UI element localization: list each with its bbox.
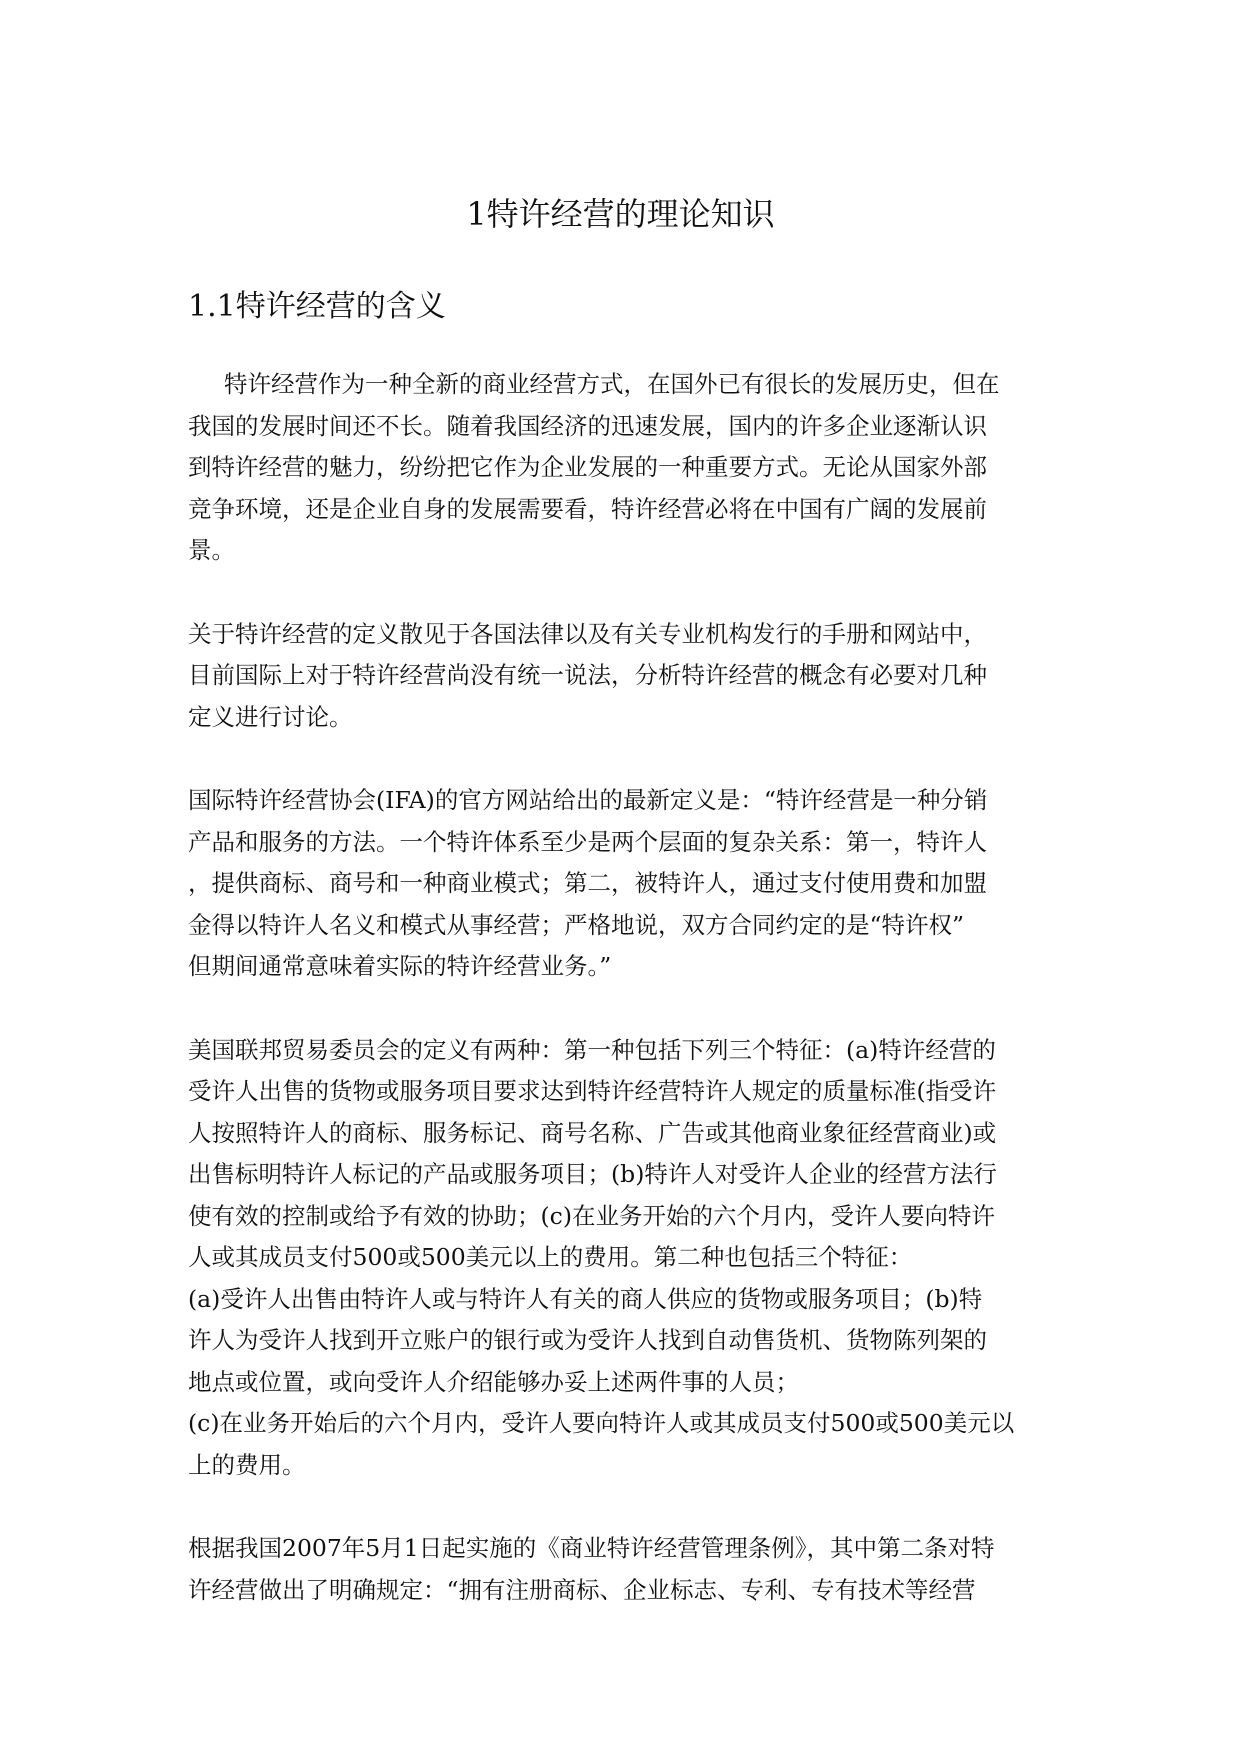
paragraph-line: 受许人出售的货物或服务项目要求达到特许经营特许人规定的质量标准(指受许 xyxy=(188,1077,997,1105)
paragraph-line: 使有效的控制或给予有效的协助；(c)在业务开始的六个月内，受许人要向特许 xyxy=(188,1201,995,1230)
paragraph xyxy=(188,614,1058,739)
paragraph-line: 但期间通常意味着实际的特许经营业务。” xyxy=(188,952,612,980)
paragraph-line: 竞争环境，还是企业自身的发展需要看，特许经营必将在中国有广阔的发展前 xyxy=(188,494,987,523)
section-title: 1.1特许经营的含义 xyxy=(188,289,446,324)
paragraph-line: 国际特许经营协会(IFA)的官方网站给出的最新定义是：“特许经营是一种分销 xyxy=(188,786,988,814)
paragraph-line: 定义进行讨论。 xyxy=(188,702,353,731)
paragraph-line: (c)在业务开始后的六个月内，受许人要向特许人或其成员支付500或500美元以 xyxy=(188,1409,1015,1437)
paragraph-line: 美国联邦贸易委员会的定义有两种：第一种包括下列三个特征：(a)特许经营的 xyxy=(188,1035,996,1064)
chapter-title: 1特许经营的理论知识 xyxy=(466,195,775,233)
paragraph-line: 到特许经营的魅力，纷纷把它作为企业发展的一种重要方式。无论从国家外部 xyxy=(188,453,987,481)
paragraph-line: 人或其成员支付500或500美元以上的费用。第二种也包括三个特征： xyxy=(188,1243,913,1271)
paragraph-line: 许经营做出了明确规定：“拥有注册商标、企业标志、专利、专有技术等经营 xyxy=(188,1575,976,1604)
paragraph-line: (a)受许人出售由特许人或与特许人有关的商人供应的货物或服务项目；(b)特 xyxy=(188,1284,983,1313)
paragraph-line: 关于特许经营的定义散见于各国法律以及有关专业机构发行的手册和网站中， xyxy=(188,619,987,648)
paragraph-line: 根据我国2007年5月1日起实施的《商业特许经营管理条例》，其中第二条对特 xyxy=(188,1534,995,1562)
paragraph-line: 我国的发展时间还不长。随着我国经济的迅速发展，国内的许多企业逐渐认识 xyxy=(188,411,987,440)
paragraph-line: 地点或位置，或向受许人介绍能够办妥上述两件事的人员； xyxy=(188,1367,799,1396)
paragraph xyxy=(188,780,1058,988)
paragraph-line: 产品和服务的方法。一个特许体系至少是两个层面的复杂关系：第一，特许人 xyxy=(188,827,987,856)
paragraph xyxy=(188,364,1058,572)
paragraph-line: 许人为受许人找到开立账户的银行或为受许人找到自动售货机、货物陈列架的 xyxy=(188,1326,987,1354)
paragraph xyxy=(188,1030,1058,1487)
paragraph-line: 景。 xyxy=(188,536,235,564)
paragraph-line: 目前国际上对于特许经营尚没有统一说法，分析特许经营的概念有必要对几种 xyxy=(188,661,987,689)
paragraph xyxy=(188,1528,1058,1611)
document-body xyxy=(188,364,1058,1653)
paragraph-line: 特许经营作为一种全新的商业经营方式，在国外已有很长的发展历史，但在 xyxy=(224,370,1000,398)
paragraph-line: 上的费用。 xyxy=(188,1450,306,1479)
paragraph-line: 人按照特许人的商标、服务标记、商号名称、广告或其他商业象征经营商业)或 xyxy=(188,1118,997,1147)
paragraph-line: ，提供商标、商号和一种商业模式；第二，被特许人，通过支付使用费和加盟 xyxy=(188,869,987,897)
paragraph-line: 金得以特许人名义和模式从事经营；严格地说，双方合同约定的是“特许权” xyxy=(188,910,965,939)
paragraph-line: 出售标明特许人标记的产品或服务项目；(b)特许人对受许人企业的经营方法行 xyxy=(188,1160,997,1188)
